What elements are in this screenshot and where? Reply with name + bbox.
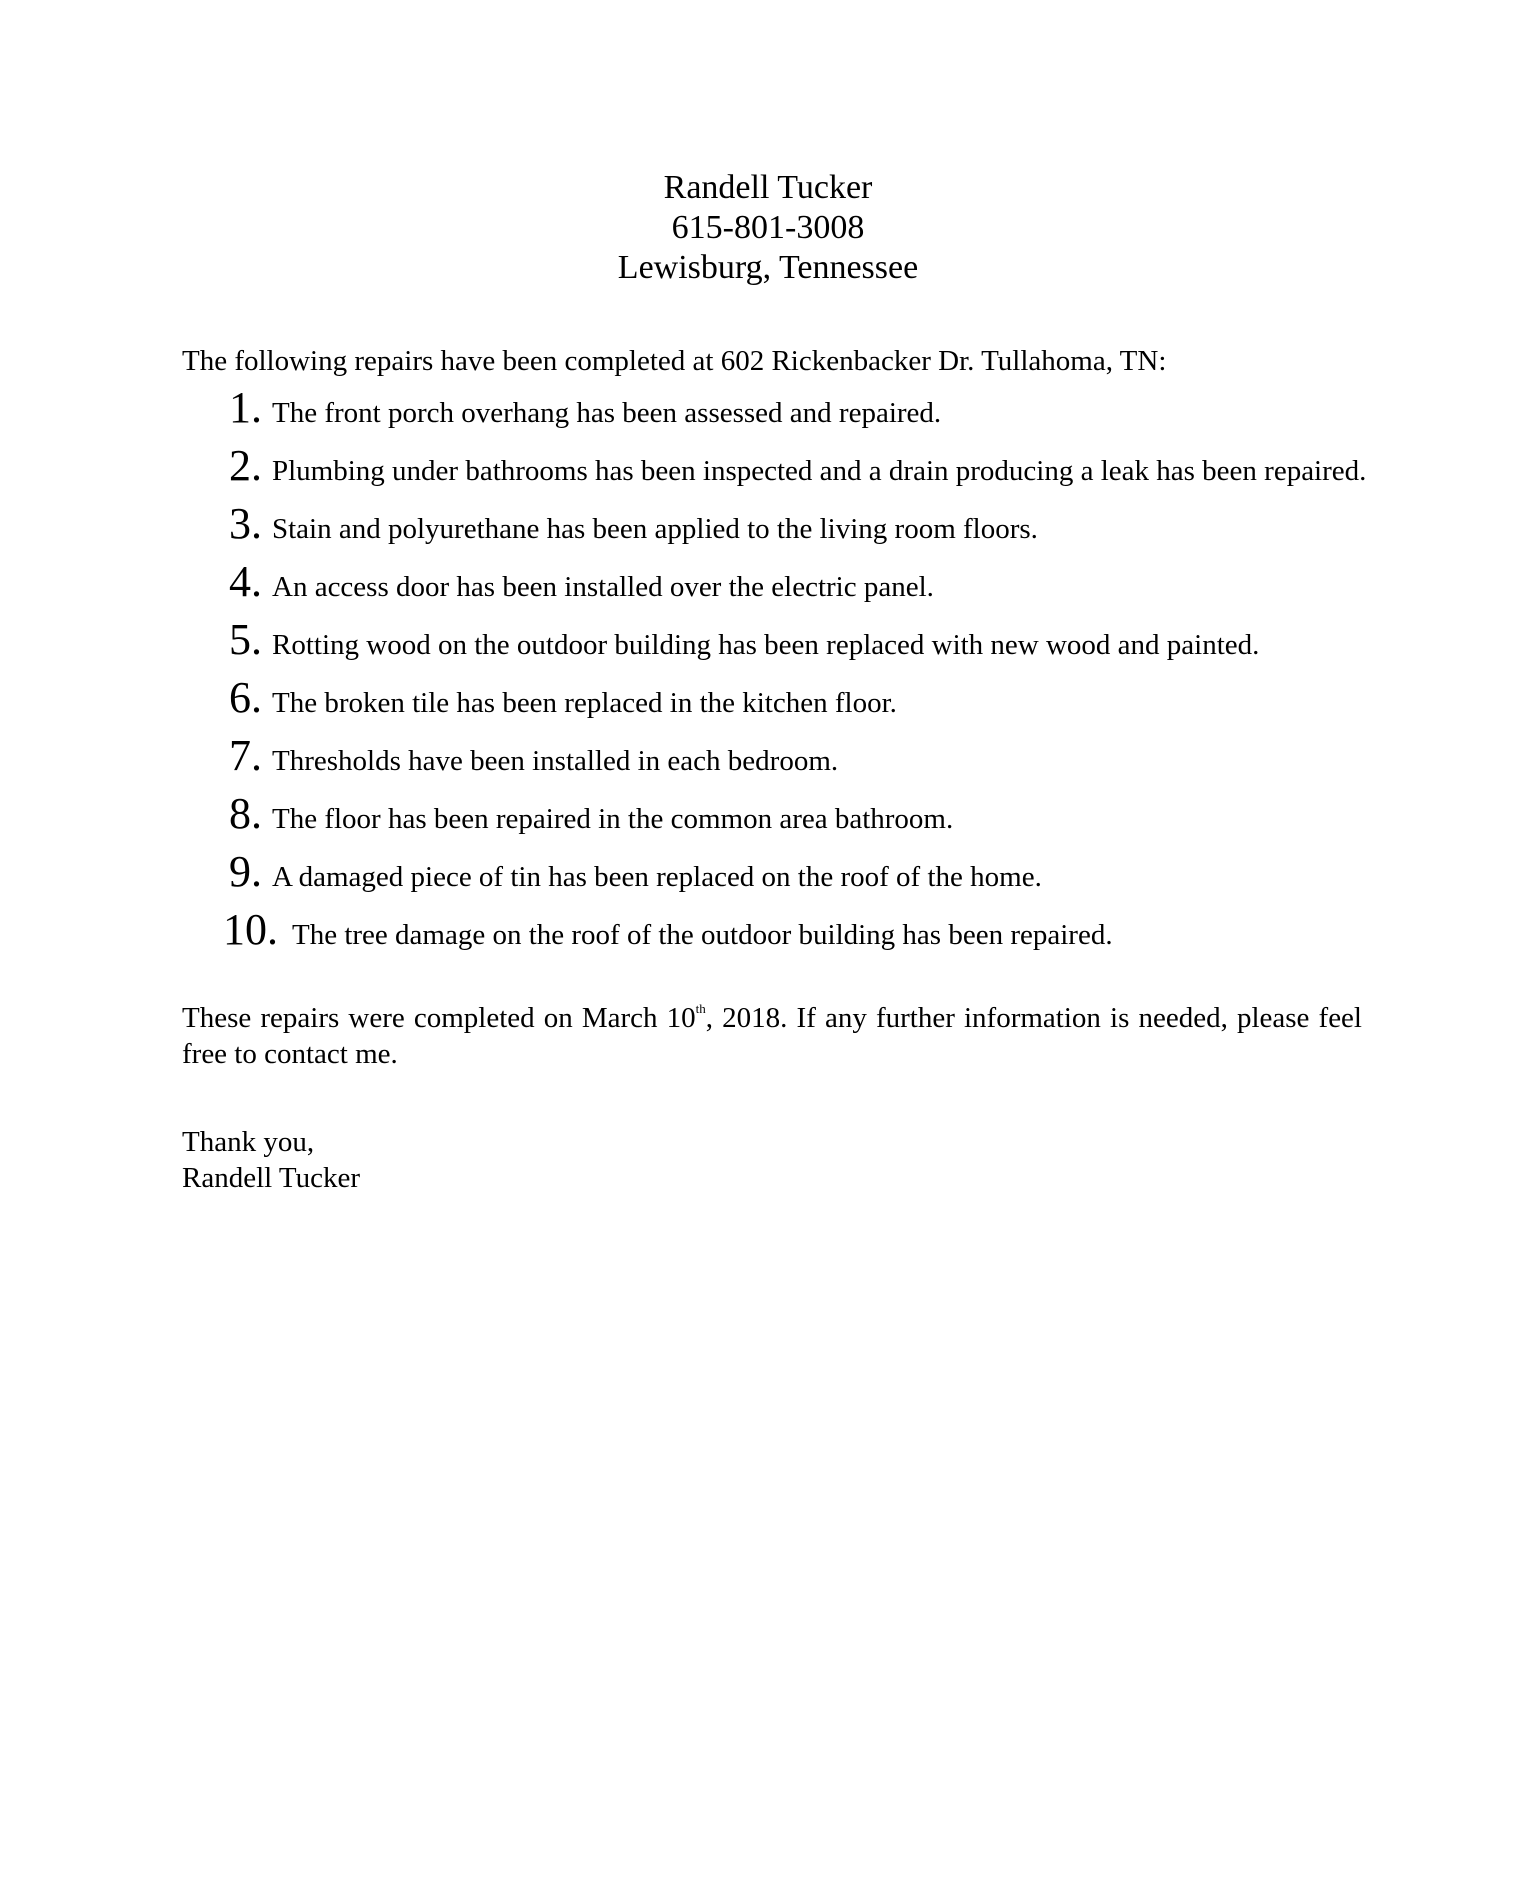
list-item xyxy=(182,441,1382,490)
list-item-number: 7. xyxy=(229,731,262,780)
list-item-text: Plumbing under bathrooms has been inspected and a drain producing a leak has been repaired. xyxy=(272,455,1367,487)
list-item-text: The broken tile has been replaced in the kitchen floor. xyxy=(272,687,897,719)
list-item xyxy=(182,383,1382,432)
list-item-text: Stain and polyurethane has been applied to the living room floors. xyxy=(272,513,1038,545)
list-item xyxy=(182,499,1382,548)
list-item xyxy=(182,789,1382,838)
list-item xyxy=(182,673,1382,722)
list-item xyxy=(182,615,1382,664)
list-item-text: The tree damage on the roof of the outdoor building has been repaired. xyxy=(292,919,1113,951)
list-item-text: A damaged piece of tin has been replaced on the roof of the home. xyxy=(272,861,1042,893)
list-item-number: 8. xyxy=(229,789,262,838)
sender-location: Lewisburg, Tennessee xyxy=(617,249,919,286)
list-item-text: The front porch overhang has been assessed and repaired. xyxy=(272,397,942,429)
ordinal-suffix: th xyxy=(695,1001,706,1016)
intro-paragraph: The following repairs have been completed at 602 Rickenbacker Dr. Tullahoma, TN: xyxy=(182,345,1167,377)
list-item-text: The floor has been repaired in the common area bathroom. xyxy=(272,803,954,835)
list-item-number: 2. xyxy=(229,441,262,490)
list-item-number: 4. xyxy=(229,557,262,606)
list-item-number: 3. xyxy=(229,499,262,548)
list-item-number: 6. xyxy=(229,673,262,722)
list-item xyxy=(182,847,1382,896)
sender-phone: 615-801-3008 xyxy=(671,209,865,246)
list-item-number: 10. xyxy=(223,905,278,954)
list-item-text: Thresholds have been installed in each bedroom. xyxy=(272,745,839,777)
list-item xyxy=(182,905,1382,954)
list-item-text: An access door has been installed over the electric panel. xyxy=(272,571,934,603)
signoff xyxy=(182,1124,360,1196)
list-item-number: 5. xyxy=(229,615,262,664)
list-item-number: 9. xyxy=(229,847,262,896)
letter-header xyxy=(0,168,1536,288)
list-item-text: Rotting wood on the outdoor building has been replaced with new wood and painted. xyxy=(272,629,1260,661)
signature-name: Randell Tucker xyxy=(182,1162,361,1194)
list-item-number: 1. xyxy=(229,383,262,432)
closing-text-end: , 2018. If any further information is needed, please feel free to contact me. xyxy=(182,1002,1362,1070)
repairs-list xyxy=(182,383,1382,968)
closing-paragraph xyxy=(182,1000,1362,1072)
list-item xyxy=(182,731,1382,780)
sender-name: Randell Tucker xyxy=(663,169,873,206)
list-item xyxy=(182,557,1382,606)
closing-text-start: These repairs were completed on March 10 xyxy=(182,1002,696,1034)
salutation: Thank you, xyxy=(182,1126,315,1158)
